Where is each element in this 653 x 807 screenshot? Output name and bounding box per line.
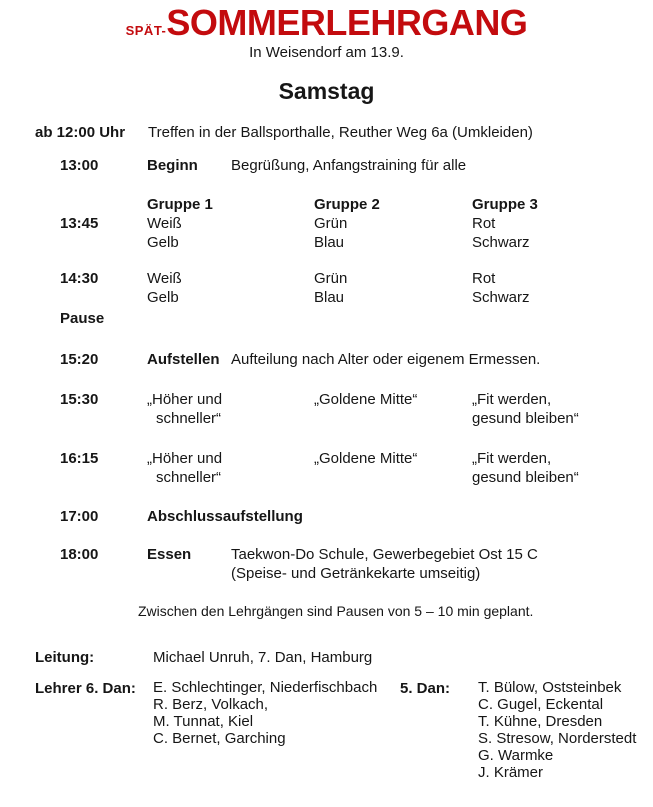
time-label: 16:15: [60, 450, 99, 467]
teacher-name: J. Krämer: [478, 764, 544, 781]
title-prefix: SPÄT-: [125, 23, 167, 38]
row-1430-line2: [0, 288, 653, 307]
group3-belt: Rot: [472, 215, 496, 232]
row-dinner-line1: [0, 545, 653, 564]
teacher-name: R. Berz, Volkach,: [153, 696, 269, 713]
aufstellen-label: Aufstellen: [147, 351, 220, 368]
pause-note: Zwischen den Lehrgängen sind Pausen von 5 – 10 min geplant.: [138, 603, 534, 619]
day-heading: Samstag: [278, 78, 375, 104]
group-header-2: Gruppe 2: [314, 196, 380, 213]
row-teachers: [0, 679, 653, 789]
event-subtitle: In Weisendorf am 13.9.: [249, 44, 404, 61]
row-1430-line1: [0, 269, 653, 288]
session-group3: gesund bleiben“: [472, 410, 579, 427]
group2-belt: Blau: [314, 289, 345, 306]
time-label: 15:30: [60, 391, 99, 408]
dinner-text: (Speise- und Getränkekarte umseitig): [231, 565, 481, 582]
begin-label: Beginn: [147, 157, 198, 174]
group1-belt: Gelb: [147, 289, 179, 306]
time-label: 17:00: [60, 508, 99, 525]
begin-text: Begrüßung, Anfangstraining für alle: [231, 157, 467, 174]
session-group3: „Fit werden,: [472, 450, 552, 467]
row-pause: [0, 309, 653, 328]
teacher-name: C. Bernet, Garching: [153, 730, 286, 747]
time-label: 13:45: [60, 215, 99, 232]
row-1530-line2: [0, 409, 653, 428]
session-group3: „Fit werden,: [472, 391, 552, 408]
time-label: 14:30: [60, 270, 99, 287]
dinner-text: Taekwon-Do Schule, Gewerbegebiet Ost 15 C: [231, 546, 538, 563]
row-final: [0, 507, 653, 526]
row-1615-line1: [0, 449, 653, 468]
dan6-label: Lehrer 6. Dan:: [35, 680, 136, 697]
row-aufstellen: [0, 350, 653, 369]
leitung-label: Leitung:: [35, 649, 95, 666]
time-label: 18:00: [60, 546, 99, 563]
group2-belt: Grün: [314, 215, 348, 232]
session-group2: „Goldene Mitte“: [314, 450, 418, 467]
time-label: ab 12:00 Uhr: [35, 124, 126, 141]
page-title: SOMMERLEHRGANG: [166, 2, 528, 43]
session-group3: gesund bleiben“: [472, 469, 579, 486]
time-label: 15:20: [60, 351, 99, 368]
row-begin: [0, 156, 653, 175]
teacher-name: E. Schlechtinger, Niederfischbach: [153, 679, 378, 696]
dinner-label: Essen: [147, 546, 192, 563]
teacher-name: G. Warmke: [478, 747, 554, 764]
aufstellen-text: Aufteilung nach Alter oder eigenem Ermessen.: [231, 351, 541, 368]
leitung-value: Michael Unruh, 7. Dan, Hamburg: [153, 649, 373, 666]
teacher-name: S. Stresow, Norderstedt: [478, 730, 637, 747]
group1-belt: Weiß: [147, 215, 182, 232]
session-group1: „Höher und: [147, 450, 223, 467]
teacher-name: M. Tunnat, Kiel: [153, 713, 254, 730]
group3-belt: Schwarz: [472, 234, 530, 251]
meeting-text: Treffen in der Ballsporthalle, Reuther Weg 6a (Umkleiden): [148, 124, 533, 141]
dan5-label: 5. Dan:: [400, 680, 451, 697]
session-group1: schneller“: [156, 410, 222, 427]
group2-belt: Blau: [314, 234, 345, 251]
group1-belt: Weiß: [147, 270, 182, 287]
dan6-list: [153, 679, 377, 747]
session-group1: schneller“: [156, 469, 222, 486]
row-leitung: [0, 648, 653, 667]
session-group1: „Höher und: [147, 391, 223, 408]
group1-belt: Gelb: [147, 234, 179, 251]
row-dinner-line2: [0, 564, 653, 583]
teacher-name: T. Bülow, Oststeinbek: [478, 679, 622, 696]
final-label: Abschlussaufstellung: [147, 508, 303, 525]
group3-belt: Rot: [472, 270, 496, 287]
pause-label: Pause: [60, 310, 105, 327]
row-1345-line2: [0, 233, 653, 252]
row-1345-line1: [0, 214, 653, 233]
dan5-list: [478, 679, 636, 781]
masthead: [0, 4, 653, 42]
group-header-1: Gruppe 1: [147, 196, 213, 213]
teacher-name: T. Kühne, Dresden: [478, 713, 603, 730]
group-header-3: Gruppe 3: [472, 196, 538, 213]
time-label: 13:00: [60, 157, 99, 174]
row-1615-line2: [0, 468, 653, 487]
group2-belt: Grün: [314, 270, 348, 287]
row-meeting: [0, 123, 653, 142]
row-note: [0, 602, 653, 621]
row-1530-line1: [0, 390, 653, 409]
session-group2: „Goldene Mitte“: [314, 391, 418, 408]
group3-belt: Schwarz: [472, 289, 530, 306]
teacher-name: C. Gugel, Eckental: [478, 696, 604, 713]
row-group-headers: [0, 195, 653, 214]
